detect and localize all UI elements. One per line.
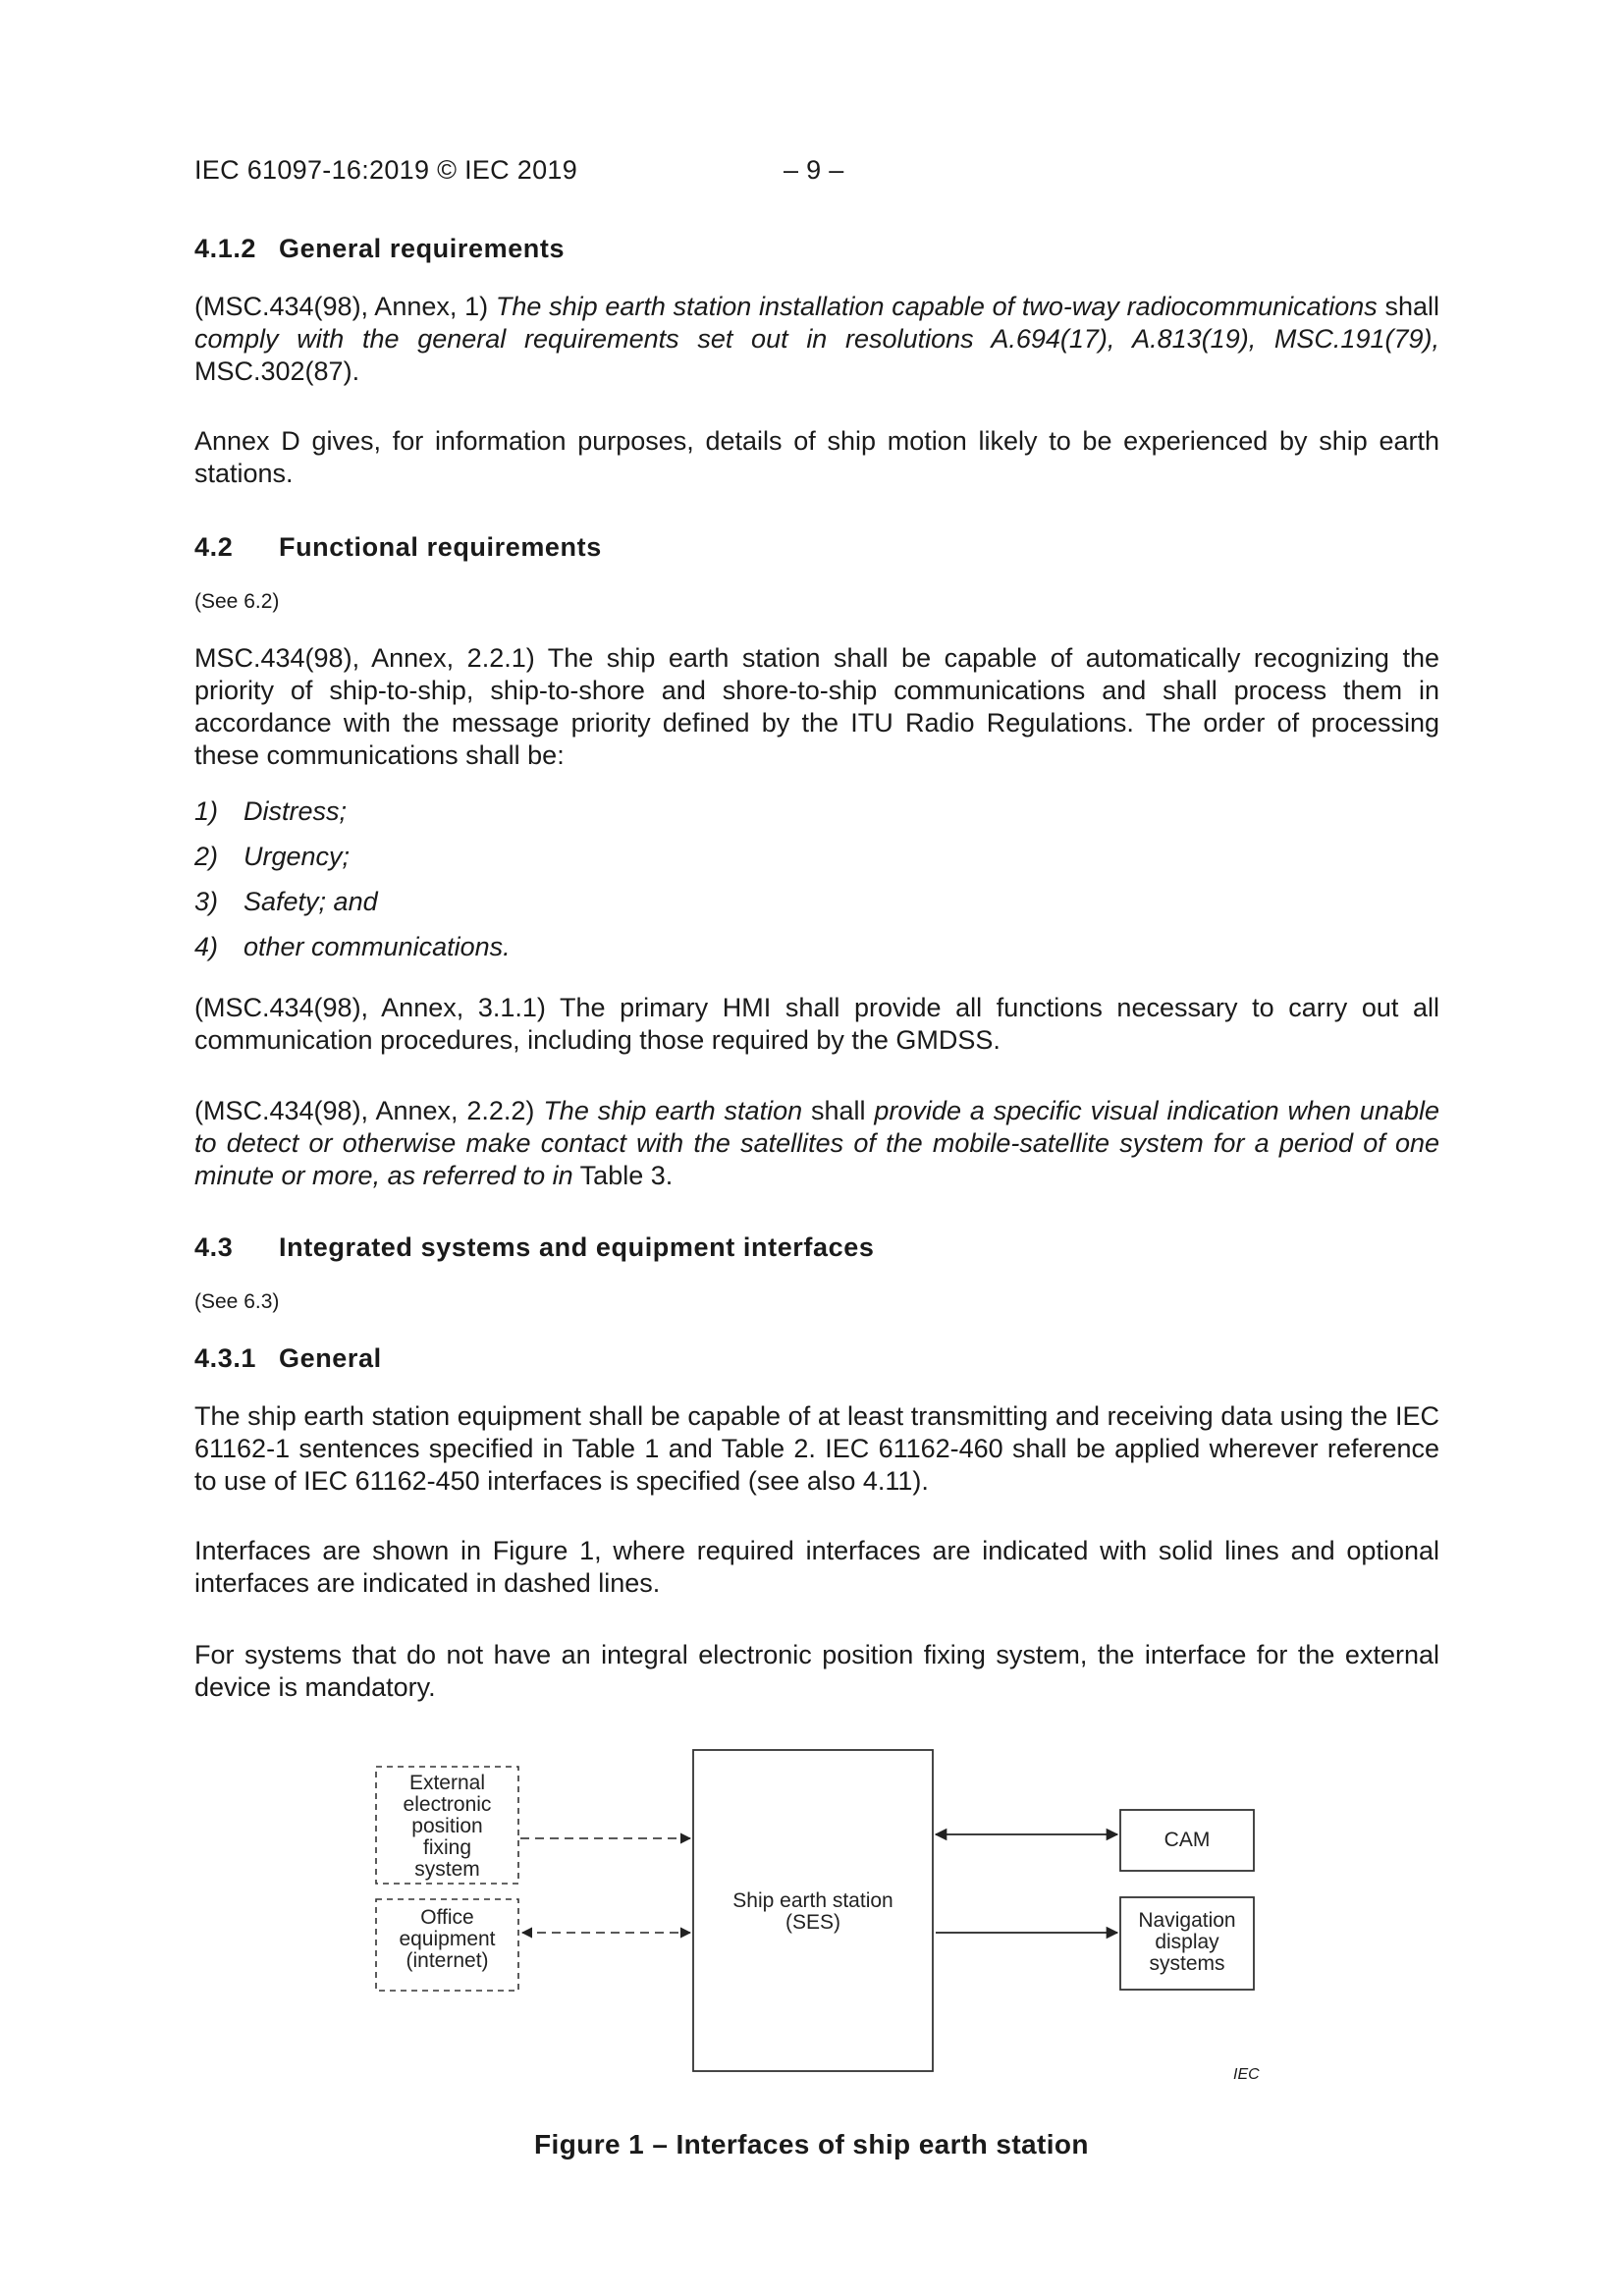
section-title: Functional requirements (279, 532, 602, 562)
page-number: – 9 – (784, 155, 844, 185)
text-run: The ship earth station (543, 1096, 803, 1125)
navigation-label (1120, 1910, 1254, 1975)
text-run: (MSC.434(98), Annex, 1) (194, 292, 496, 321)
label-line: equipment (399, 1928, 496, 1950)
section-number: 4.1.2 (194, 234, 257, 263)
label-line: External (408, 1772, 486, 1794)
paragraph: Interfaces are shown in Figure 1, where required interfaces are indicated with solid lines and optional interfaces are indicated in dashed lines. (194, 1536, 1439, 1598)
paragraph: Annex D gives, for information purposes, details of ship motion likely to be experienced by ship earth stations. (194, 426, 1439, 488)
paragraph: For systems that do not have an integral electronic position fixing system, the interface for the external device is mandatory. (194, 1640, 1439, 1702)
text-run: MSC.302(87). (194, 356, 360, 386)
label-line: position (411, 1815, 483, 1837)
label-line: systems (1149, 1952, 1225, 1975)
text-run: provide a specific visual indication when unable to detect or otherwise make contact with the satellites of the mobile-satellite system for a period of one minute or more, as referred to in (194, 1096, 1440, 1190)
see-reference: (See 6.3) (194, 1290, 280, 1313)
list-text: Urgency; (243, 842, 351, 871)
paragraph: (MSC.434(98), Annex, 3.1.1) The primary HMI shall provide all functions necessary to carry out all communication procedures, including those required by the GMDSS. (194, 993, 1439, 1055)
label-line: (SES) (784, 1911, 840, 1934)
list-number: 1) (194, 796, 219, 826)
standard-reference: IEC 61097-16:2019 © IEC 2019 (194, 155, 578, 185)
label-line: Office (420, 1906, 474, 1929)
list-text: other communications. (243, 932, 511, 961)
label-line: Ship earth station (732, 1889, 893, 1912)
ses-label (693, 1890, 933, 1934)
section-number: 4.3 (194, 1232, 234, 1262)
list-text: Distress; (243, 796, 348, 826)
section-number: 4.3.1 (194, 1343, 257, 1373)
text-run: (MSC.434(98), Annex, 2.2.2) (194, 1096, 544, 1125)
label-line: electronic (403, 1793, 492, 1816)
external-position-label (376, 1773, 518, 1881)
label-line: system (414, 1858, 480, 1881)
see-reference: (See 6.2) (194, 590, 280, 613)
label-line: Navigation (1138, 1909, 1236, 1932)
list-text: Safety; and (243, 887, 378, 916)
text-run: comply with the general requirements set out in resolutions A.694(17), A.813(19), MSC.191(79), (194, 324, 1439, 354)
label-line: (internet) (406, 1949, 489, 1972)
text-run: The ship earth station installation capable of two-way radiocommunications (495, 292, 1378, 321)
section-number: 4.2 (194, 532, 234, 562)
section-title: General requirements (279, 234, 566, 263)
iec-mark: IEC (1233, 2066, 1260, 2083)
figure-caption: Figure 1 – Interfaces of ship earth station (534, 2129, 1089, 2159)
text-run: shall (1377, 292, 1440, 321)
label-line: fixing (422, 1836, 472, 1859)
paragraph: The ship earth station equipment shall be capable of at least transmitting and receiving data using the IEC 61162-1 sentences specified in Table 1 and Table 2. IEC 61162-460 shall be applied wherever reference to use of IEC 61162-450 interfaces is specified (see also 4.11). (194, 1401, 1439, 1496)
section-title: General (279, 1343, 382, 1373)
list-number: 3) (194, 887, 219, 916)
office-equipment-label (376, 1907, 518, 1972)
paragraph: MSC.434(98), Annex, 2.2.1) The ship earth station shall be capable of automatically recognizing the priority of ship-to-ship, ship-to-shore and shore-to-ship communications and shall process them in accordance with the message priority defined by the ITU Radio Regulations. The order of processing these communications shall be: (194, 643, 1439, 770)
list-number: 4) (194, 932, 219, 961)
cam-label: CAM (1163, 1829, 1211, 1851)
section-title: Integrated systems and equipment interfaces (279, 1232, 875, 1262)
text-run: Table 3. (572, 1161, 674, 1190)
label-line: display (1155, 1931, 1219, 1953)
text-run: shall (802, 1096, 875, 1125)
list-number: 2) (194, 842, 219, 871)
